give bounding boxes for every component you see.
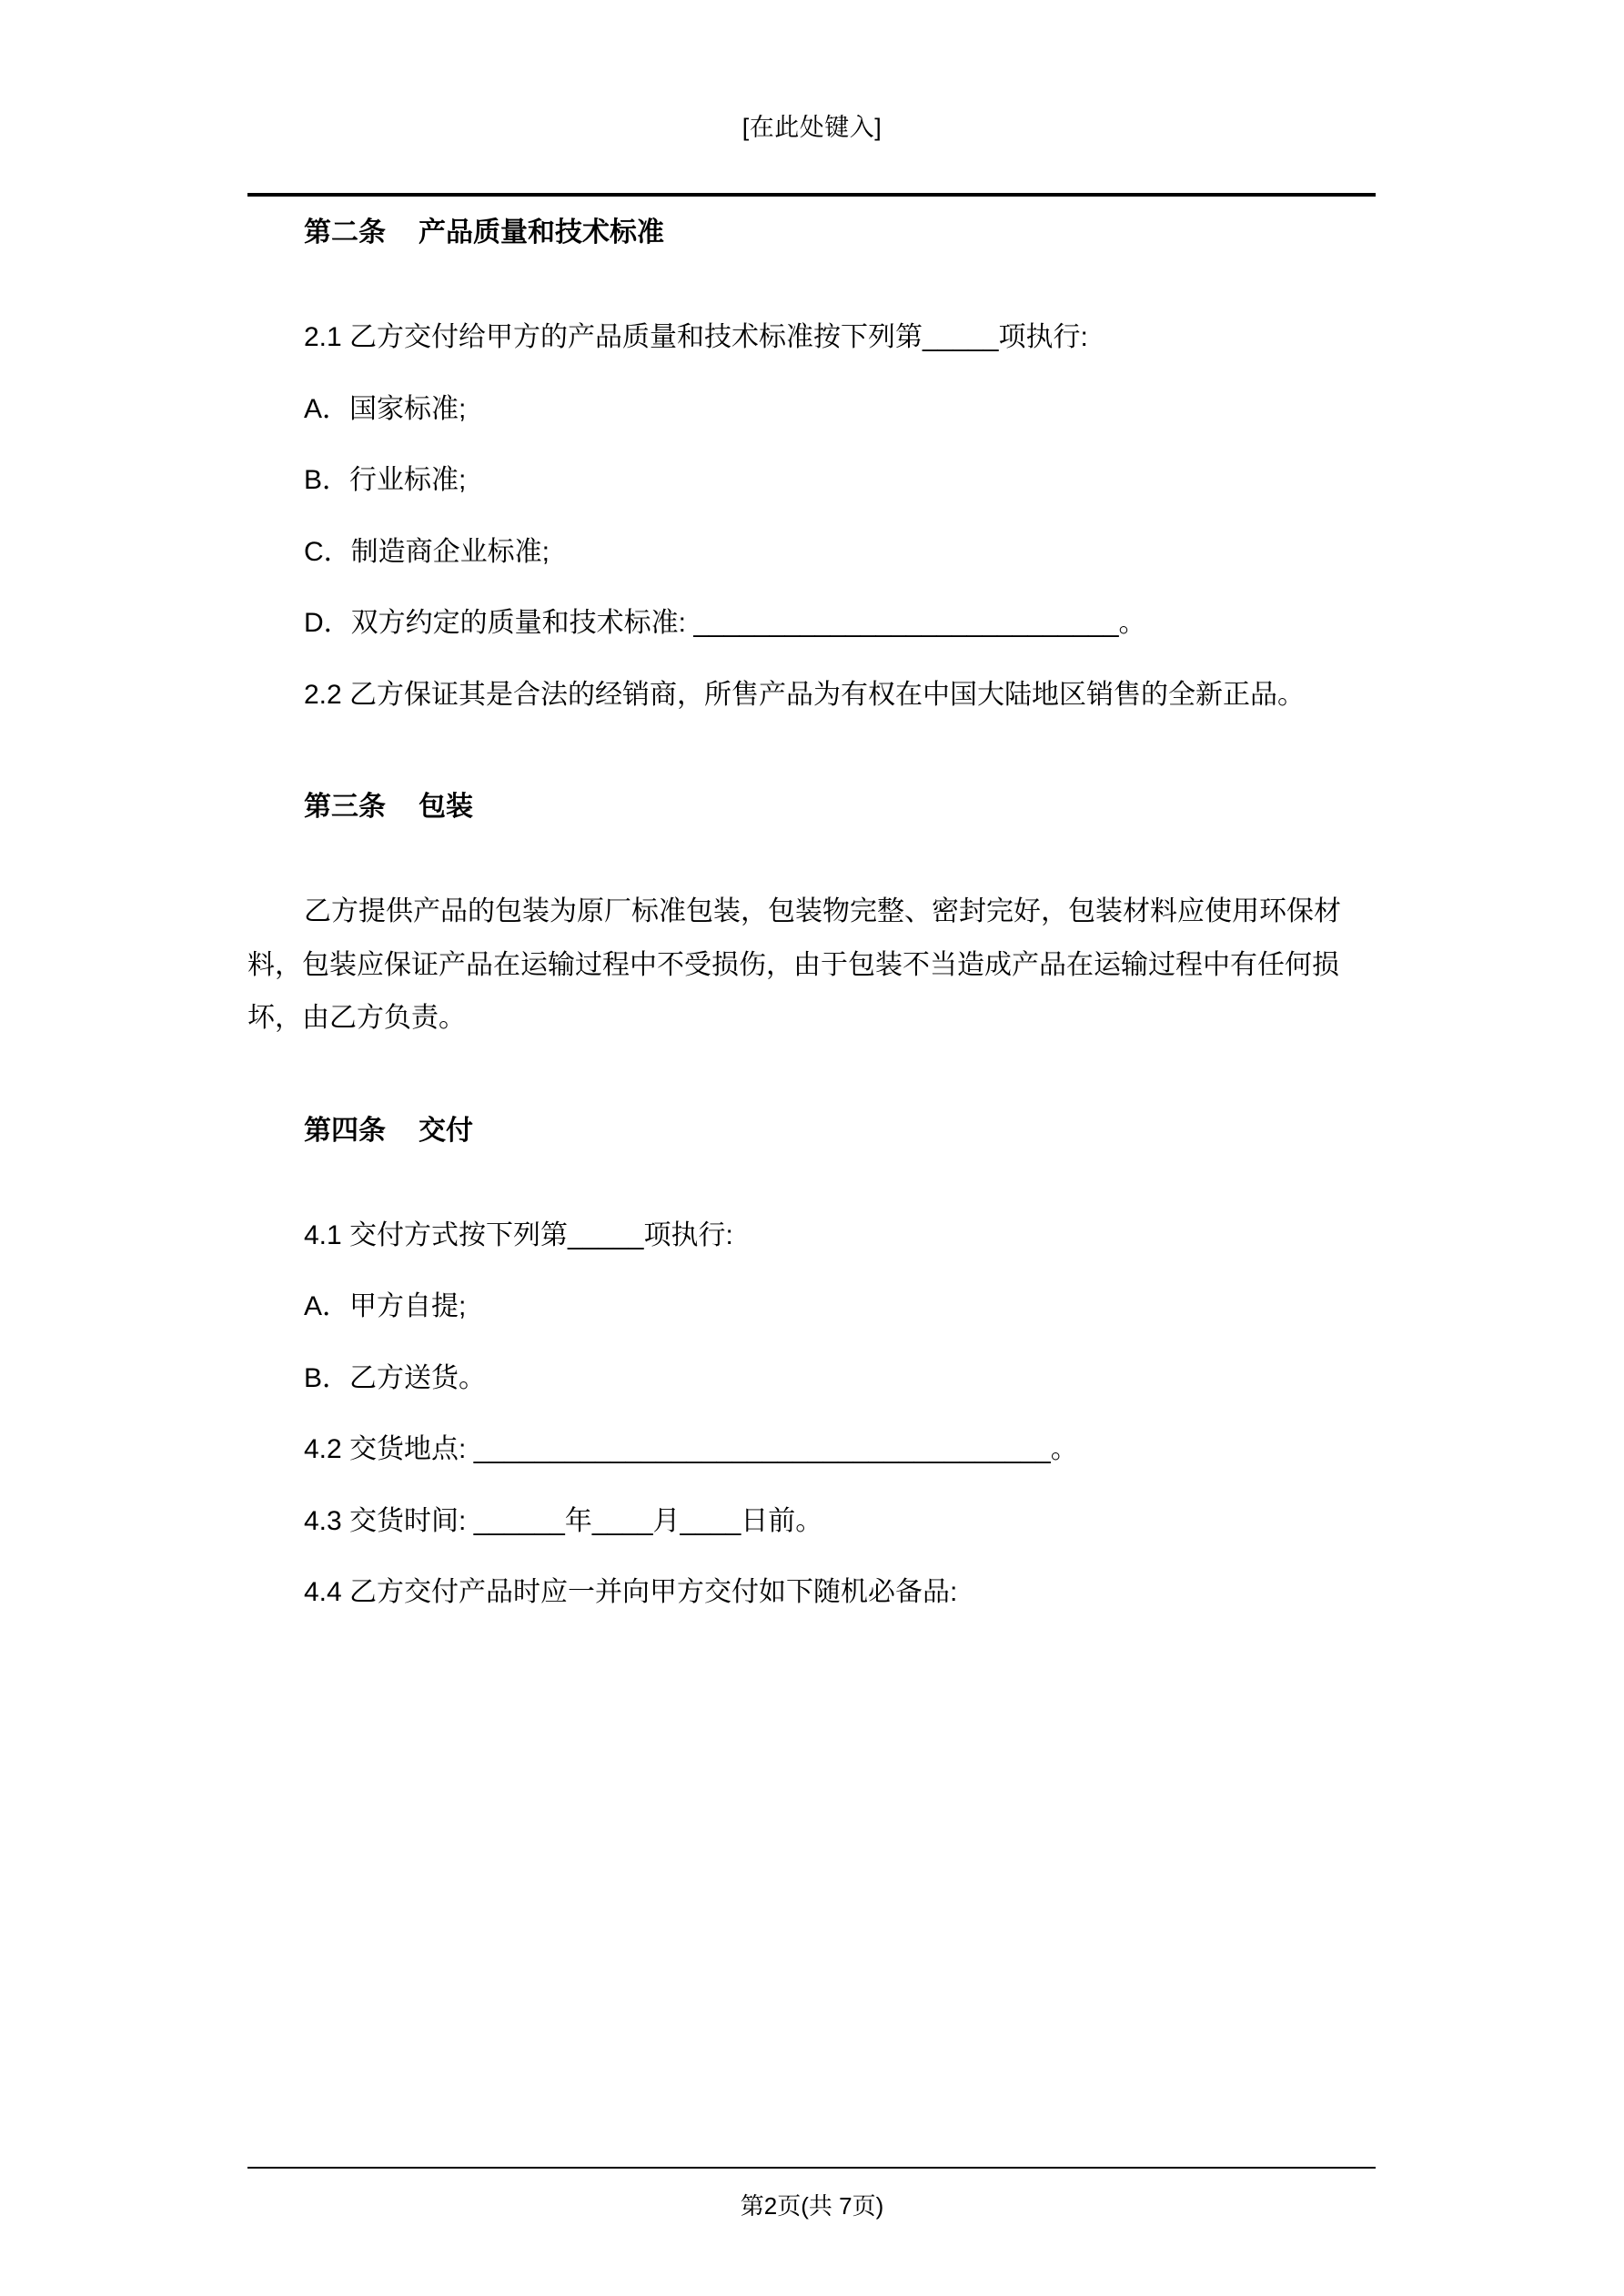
clause-2-1: 2.1 乙方交付给甲方的产品质量和技术标准按下列第_____项执行: [304, 322, 1088, 352]
heading-article-4-number: 第四条 [304, 1115, 386, 1146]
clause-4-2: 4.2 交货地点: ______________________________________。 [304, 1434, 1078, 1464]
page-header [0, 107, 1624, 143]
document-body [247, 211, 1380, 1620]
heading-article-4 [247, 1109, 1380, 1153]
heading-article-2-number: 第二条 [304, 217, 386, 248]
heading-article-3-number: 第三条 [304, 792, 386, 822]
heading-article-2 [247, 211, 1380, 255]
heading-article-3 [247, 785, 1380, 829]
clause-4-1: 4.1 交付方式按下列第_____项执行: [304, 1219, 733, 1250]
heading-article-4-title: 交付 [419, 1115, 473, 1146]
clause-4-4: 4.4 乙方交付产品时应一并向甲方交付如下随机必备品: [304, 1577, 958, 1607]
option-2-1-d: D．双方约定的质量和技术标准: ____________________________。 [304, 608, 1146, 638]
clause-4-3: 4.3 交货时间: ______年____月____日前。 [304, 1505, 823, 1536]
option-4-1-a: A．甲方自提; [304, 1291, 467, 1321]
footer-divider [247, 2167, 1376, 2169]
header-placeholder-text: [在此处键入] [741, 114, 883, 141]
heading-article-3-title: 包装 [419, 792, 473, 822]
page-number-text: 第2页(共 7页) [740, 2192, 884, 2220]
option-2-1-a: A．国家标准; [304, 393, 467, 424]
option-4-1-b: B．乙方送货。 [304, 1362, 487, 1393]
option-2-1-b: B．行业标准; [304, 465, 467, 495]
option-2-1-c: C．制造商企业标准; [304, 536, 550, 567]
clause-3-body: 乙方提供产品的包装为原厂标准包装，包装物完整、密封完好，包装材料应使用环保材料，包装应保证产品在运输过程中不受损伤，由于包装不当造成产品在运输过程中有任何损坏，由乙方负责。 [247, 896, 1341, 1033]
header-divider [247, 193, 1376, 197]
clause-2-2: 2.2 乙方保证其是合法的经销商，所售产品为有权在中国大陆地区销售的全新正品。 [304, 679, 1306, 710]
heading-article-2-title: 产品质量和技术标准 [419, 217, 664, 248]
page-footer [0, 2188, 1624, 2221]
